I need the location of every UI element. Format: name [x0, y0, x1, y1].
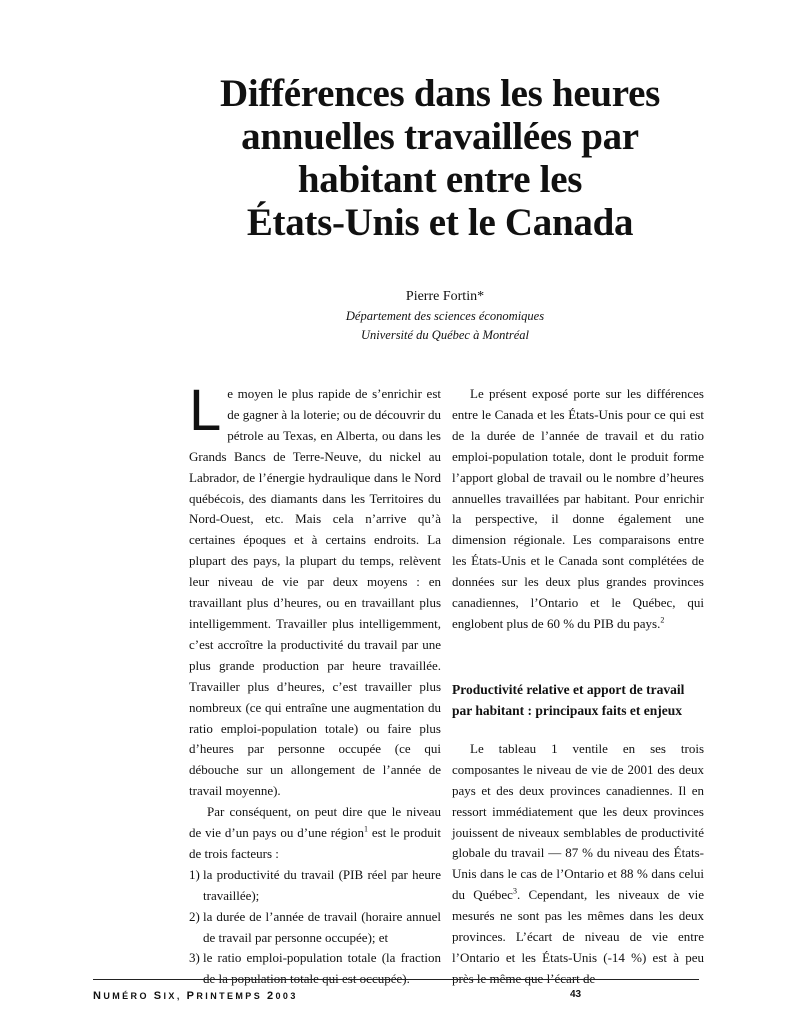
title-line: États-Unis et le Canada: [246, 201, 634, 244]
drop-cap: L: [189, 378, 222, 443]
title-line: habitant entre les: [297, 158, 583, 201]
footnote-ref-2[interactable]: 2: [660, 615, 665, 625]
list-number: 3): [189, 950, 200, 966]
list-item: [189, 948, 441, 990]
intro-paragraph: [189, 378, 441, 802]
paragraph-text: Le tableau 1 ventile en ses trois composantes le niveau de vie de 2001 des deux pays et des deux provinces canadiennes. Il en ressort immédiatement que les deux provinces jouissent de niveaux semblables de productivité globale du travail — 87 % du niveau des États-Unis dans le cas de l’Ontario et 88 % dans celui du Québec: [452, 740, 704, 903]
list-text: la productivité du travail (PIB réel par heure travaillée);: [203, 866, 441, 903]
intro-text: e moyen le plus rapide de s’enrichir est de gagner à la loterie; ou de découvrir du pétrole au Texas, en Alberta, ou dans les Grands Bancs de Terre-Neuve, du nickel au Labrador, de l’énergie hydraulique dans le Nord québécois, des diamants dans les Territoires du Nord-Ouest, etc. Mais cela n’arrive qu’à certaines époques et à certains endroits. La plupart des pays, la plupart du temps, relèvent leur niveau de vie par deux moyens : en travaillant plus d’heures, ou en travaillant plus intelligemment. Travailler plus intelligemment, c’est accroître la productivité du travail par une plus grande production par heure travaillée. Travailler plus d’heures, c’est travailler plus nombreux (ce qui entraîne une augmentation du ratio emploi-population totale) ou faire plus d’heures par personne occupée (ce qui débouche sur un allongement de l’année de travail moyenne).: [189, 386, 441, 799]
paragraph-text: Par conséquent, on peut dire que le niveau de vie d’un pays ou d’une région: [189, 804, 441, 841]
author-name: Pierre Fortin*: [405, 289, 485, 304]
list-number: 1): [189, 866, 200, 882]
paragraph-text: . Cependant, les niveaux de vie mesurés ne sont pas les mêmes dans les deux provinces. L’écart de niveau de vie entre l’Ontario et les États-Unis (-14 %) est à peu près le même que l’écart de: [452, 887, 705, 986]
list-item: [189, 907, 441, 949]
paragraph-text: est le produit de trois facteurs :: [189, 825, 441, 861]
section-heading: Productivité relative et apport de travail par habitant : principaux faits et enjeux: [452, 681, 685, 718]
affiliation-university: Université du Québec à Montréal: [360, 328, 529, 342]
list-text: la durée de l’année de travail (horaire annuel de travail par personne occupée); et: [203, 908, 441, 945]
scope-paragraph: [452, 384, 704, 635]
running-head-text: NUMÉRO SIX, PRINTEMPS 2003: [93, 990, 298, 1002]
list-number: 2): [189, 908, 200, 924]
right-column: [452, 384, 704, 990]
paragraph-text: Le présent exposé porte sur les différences entre le Canada et les États-Unis pour ce qui est de la durée de l’année de travail et du ratio emploi-population totale, dont le produit forme l’apport global de travail ou le nombre d’heures annuelles travaillées par habitant. Pour enrichir la perspective, il donne également une dimension régionale. Les comparaisons entre les États-Unis et le Canada sont complétées de données sur les deux plus grandes provinces canadiennes, l’Ontario et le Québec, qui englobent plus de 60 % du PIB du pays.: [452, 386, 704, 631]
running-head: [93, 990, 298, 1002]
factors-list: [189, 865, 441, 990]
title-line: annuelles travaillées par: [241, 115, 639, 158]
footnote-ref-1[interactable]: 1: [363, 824, 368, 834]
footer-rule: [93, 979, 699, 980]
left-column: [189, 378, 441, 990]
title-line: Différences dans les heures: [219, 72, 660, 115]
list-text: le ratio emploi-population totale (la fraction de la population totale qui est occupée).: [203, 950, 441, 987]
page-number: 43: [570, 989, 582, 1000]
footnote-ref-3[interactable]: 3: [512, 886, 517, 896]
list-item: [189, 865, 441, 907]
factors-intro-paragraph: [189, 802, 441, 865]
byline: [300, 287, 590, 345]
article-title: [190, 72, 690, 244]
table-discussion-paragraph: [452, 739, 704, 990]
affiliation-department: Département des sciences économiques: [345, 309, 545, 323]
